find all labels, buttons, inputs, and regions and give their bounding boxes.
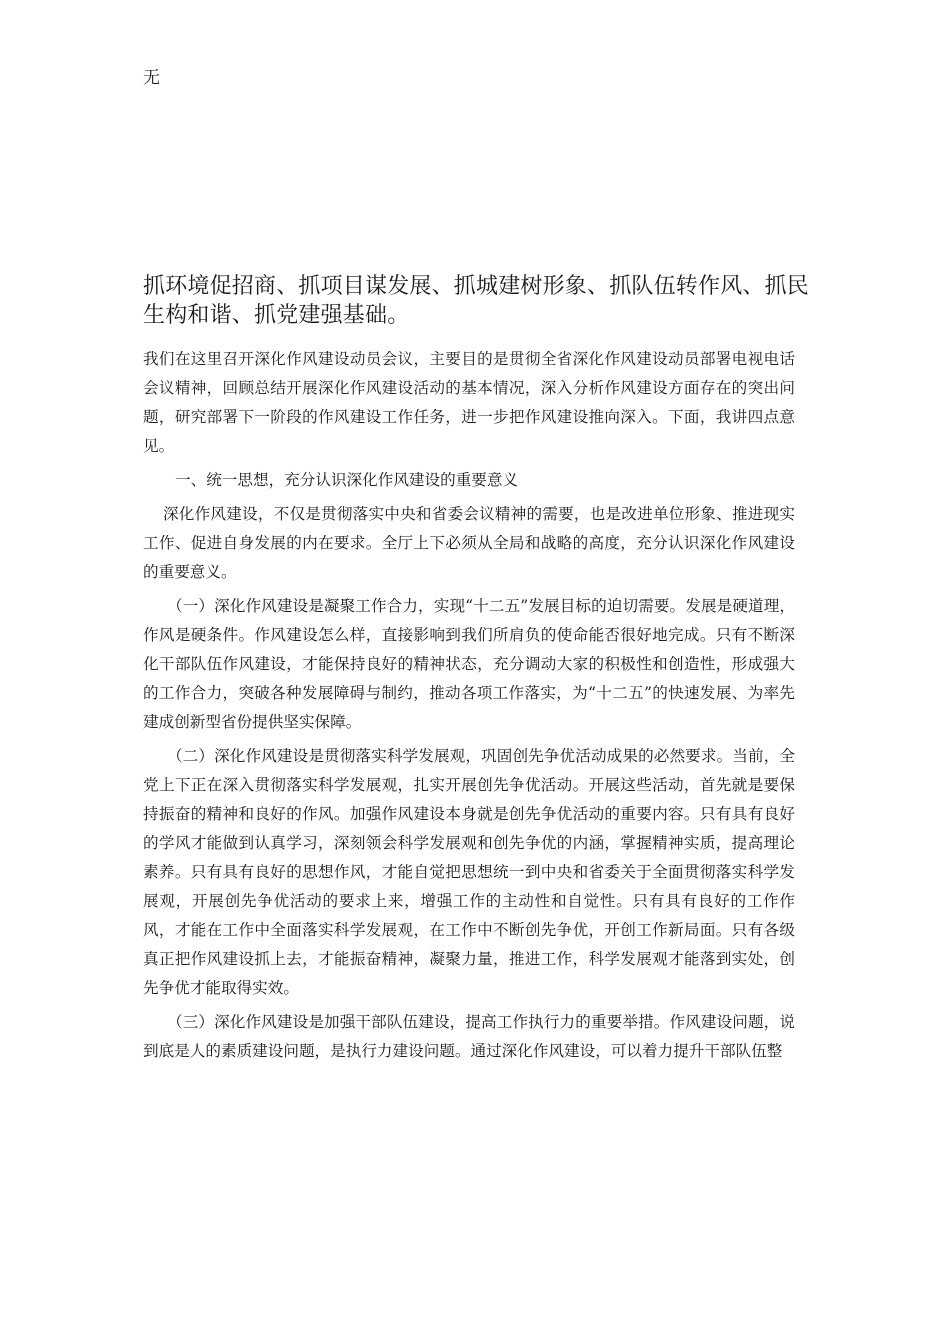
paragraph-point-1: （一）深化作风建设是凝聚工作合力，实现“十二五”发展目标的迫切需要。发展是硬道理，作风是硬条件。作风建设怎么样，直接影响到我们所肩负的使命能否很好地完成。只有不断深化干部队伍作风建设，才能保持良好的精神状态，充分调动大家的积极性和创造性，形成强大的工作合力，突破各种发展障碍与制约，推动各项工作落实，为“十二五”的快速发展、为率先建成创新型省份提供坚实保障。	[143, 597, 795, 731]
document-title: 抓环境促招商、抓项目谋发展、抓城建树形象、抓队伍转作风、抓民生构和谐、抓党建强基础。	[143, 274, 810, 328]
paragraph-point-3: （三）深化作风建设是加强干部队伍建设，提高工作执行力的重要举措。作风建设问题，说到底是人的素质建设问题，是执行力建设问题。通过深化作风建设，可以着力提升干部队伍整	[143, 1013, 795, 1060]
paragraph-intro: 我们在这里召开深化作风建设动员会议，主要目的是贯彻全省深化作风建设动员部署电视电话会议精神，回顾总结开展深化作风建设活动的基本情况，深入分析作风建设方面存在的突出问题，研究部署下一阶段的作风建设工作任务，进一步把作风建设推向深入。下面，我讲四点意见。	[143, 350, 795, 455]
document-body	[143, 345, 795, 1071]
section-heading: 一、统一思想，充分认识深化作风建设的重要意义	[175, 471, 519, 489]
paragraph-point-2: （二）深化作风建设是贯彻落实科学发展观，巩固创先争优活动成果的必然要求。当前，全党上下正在深入贯彻落实科学发展观，扎实开展创先争优活动。开展这些活动，首先就是要保持振奋的精神和良好的作风。加强作风建设本身就是创先争优活动的重要内容。只有具有良好的学风才能做到认真学习，深刻领会科学发展观和创先争优的内涵，掌握精神实质，提高理论素养。只有具有良好的思想作风，才能自觉把思想统一到中央和省委关于全面贯彻落实科学发展观，开展创先争优活动的要求上来，增强工作的主动性和自觉性。只有具有良好的工作作风，才能在工作中全面落实科学发展观，在工作中不断创先争优，开创工作新局面。只有各级真正把作风建设抓上去，才能振奋精神，凝聚力量，推进工作，科学发展观才能落到实处，创先争优才能取得实效。	[143, 747, 795, 997]
header-mark: 无	[143, 68, 160, 88]
paragraph-significance: 深化作风建设，不仅是贯彻落实中央和省委会议精神的需要，也是改进单位形象、推进现实工作、促进自身发展的内在要求。全厅上下必须从全局和战略的高度，充分认识深化作风建设的重要意义。	[143, 505, 795, 581]
